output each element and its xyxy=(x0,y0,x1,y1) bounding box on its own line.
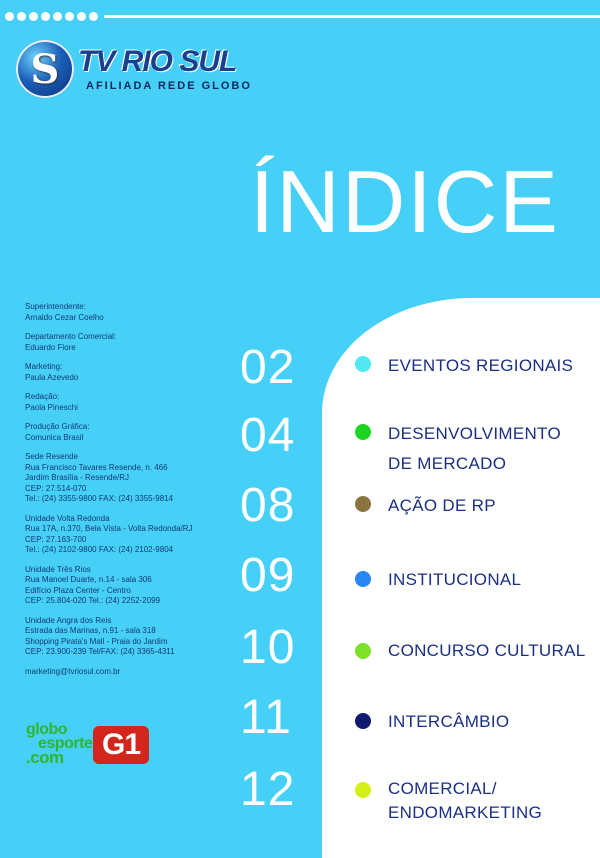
credits-column xyxy=(25,302,225,686)
page-number: 08 xyxy=(240,479,296,532)
credit-block xyxy=(25,302,225,323)
credit-block xyxy=(25,565,225,607)
credit-line: Tel.: (24) 3355-9800 FAX: (24) 3355-9814 xyxy=(25,494,174,503)
credit-line: CEP: 27.163-700 xyxy=(25,534,87,544)
logo-word: esporte xyxy=(38,735,93,752)
globoesporte-logo xyxy=(26,723,92,768)
top-divider xyxy=(104,15,600,18)
credit-line: Jardim Brasília - Resende/RJ xyxy=(25,473,130,482)
index-label: INTERCÂMBIO xyxy=(388,712,510,731)
logo-word: .com xyxy=(26,748,64,767)
credit-line: Eduardo Fiore xyxy=(25,342,76,352)
bullet-icon xyxy=(355,643,371,659)
credit-line: CEP: 27.514-070 xyxy=(25,483,87,493)
credit-block xyxy=(25,362,225,383)
decorative-dots xyxy=(5,12,98,22)
bullet-icon xyxy=(355,424,371,440)
credit-block xyxy=(25,422,225,443)
credit-line: Rua Manoel Duarte, n.14 - sala 306 xyxy=(25,575,152,584)
credit-line: Produção Gráfica: xyxy=(25,422,90,431)
page-number: 09 xyxy=(240,549,296,602)
credit-line: CEP: 25.804-020 Tel.: (24) 2252-2099 xyxy=(25,596,161,605)
credit-line: Unidade Volta Redonda xyxy=(25,513,110,523)
bullet-icon xyxy=(355,782,371,798)
credit-block xyxy=(25,332,225,353)
page-number: 11 xyxy=(240,691,292,744)
index-label: INSTITUCIONAL xyxy=(388,570,522,589)
dot-icon xyxy=(89,12,98,21)
index-label: EVENTOS REGIONAIS xyxy=(388,356,574,375)
index-label: DESENVOLVIMENTO DE MERCADO xyxy=(388,424,561,473)
credit-line: Paula Azevedo xyxy=(25,372,79,382)
credit-line: marketing@tvriosul.com.br xyxy=(25,666,121,676)
dot-icon xyxy=(5,12,14,21)
index-label: AÇÃO DE RP xyxy=(388,496,496,515)
page-number: 02 xyxy=(240,341,296,394)
index-label: COMERCIAL/ ENDOMARKETING xyxy=(388,779,543,822)
bullet-icon xyxy=(355,496,371,512)
credit-line: Unidade Três Rios xyxy=(25,564,91,574)
logo-s-icon: S xyxy=(30,45,60,93)
dot-icon xyxy=(17,12,26,21)
logo-tagline: AFILIADA REDE GLOBO xyxy=(86,80,252,92)
credit-line: Rua Francisco Tavares Resende, n. 466 xyxy=(25,462,168,472)
dot-icon xyxy=(53,12,62,21)
bullet-icon xyxy=(355,713,371,729)
credit-line: Rua 17A, n.370, Bela Vista - Volta Redonda/RJ xyxy=(25,524,193,533)
tv-rio-sul-logo xyxy=(16,40,256,102)
credit-line: Sede Resende xyxy=(25,452,78,461)
credit-block xyxy=(25,392,225,413)
dot-icon xyxy=(65,12,74,21)
index-label: CONCURSO CULTURAL xyxy=(388,641,586,660)
credit-line: Redação: xyxy=(25,392,60,401)
logo-name: TV RIO SUL xyxy=(78,45,237,78)
credit-line: Shopping Pirata's Mall - Praia do Jardim xyxy=(25,636,168,646)
logo-word: globo xyxy=(26,721,68,738)
credit-line: Estrada das Marinas, n.91 - sala 318 xyxy=(25,626,156,635)
page-number: 10 xyxy=(240,621,296,674)
credit-line: Superintendente: xyxy=(25,302,86,311)
credit-block xyxy=(25,616,225,658)
page-number: 12 xyxy=(240,763,296,816)
credit-line: Unidade Angra dos Reis xyxy=(25,615,112,625)
page-number: 04 xyxy=(240,409,296,462)
g1-logo: G1 xyxy=(93,726,149,764)
credit-line: Departamento Comercial: xyxy=(25,332,117,341)
credit-line: Paola Pineschi xyxy=(25,402,78,412)
bullet-icon xyxy=(355,356,371,372)
dot-icon xyxy=(41,12,50,21)
credit-block xyxy=(25,514,225,556)
credit-line: Edifício Plaza Center - Centro xyxy=(25,585,131,595)
dot-icon xyxy=(77,12,86,21)
dot-icon xyxy=(29,12,38,21)
credit-line: Marketing: xyxy=(25,362,63,371)
credit-line: Arnaldo Cezar Coelho xyxy=(25,312,104,322)
credit-line: CEP: 23.900-239 Tel/FAX: (24) 3365-4311 xyxy=(25,647,175,656)
bullet-icon xyxy=(355,571,371,587)
credit-line: Comunica Brasil xyxy=(25,432,84,442)
credit-line: Tel.: (24) 2102-9800 FAX: (24) 2102-9804 xyxy=(25,545,174,554)
page-title: ÍNDICE xyxy=(249,152,560,251)
credit-block xyxy=(25,667,225,678)
credit-block xyxy=(25,452,225,505)
